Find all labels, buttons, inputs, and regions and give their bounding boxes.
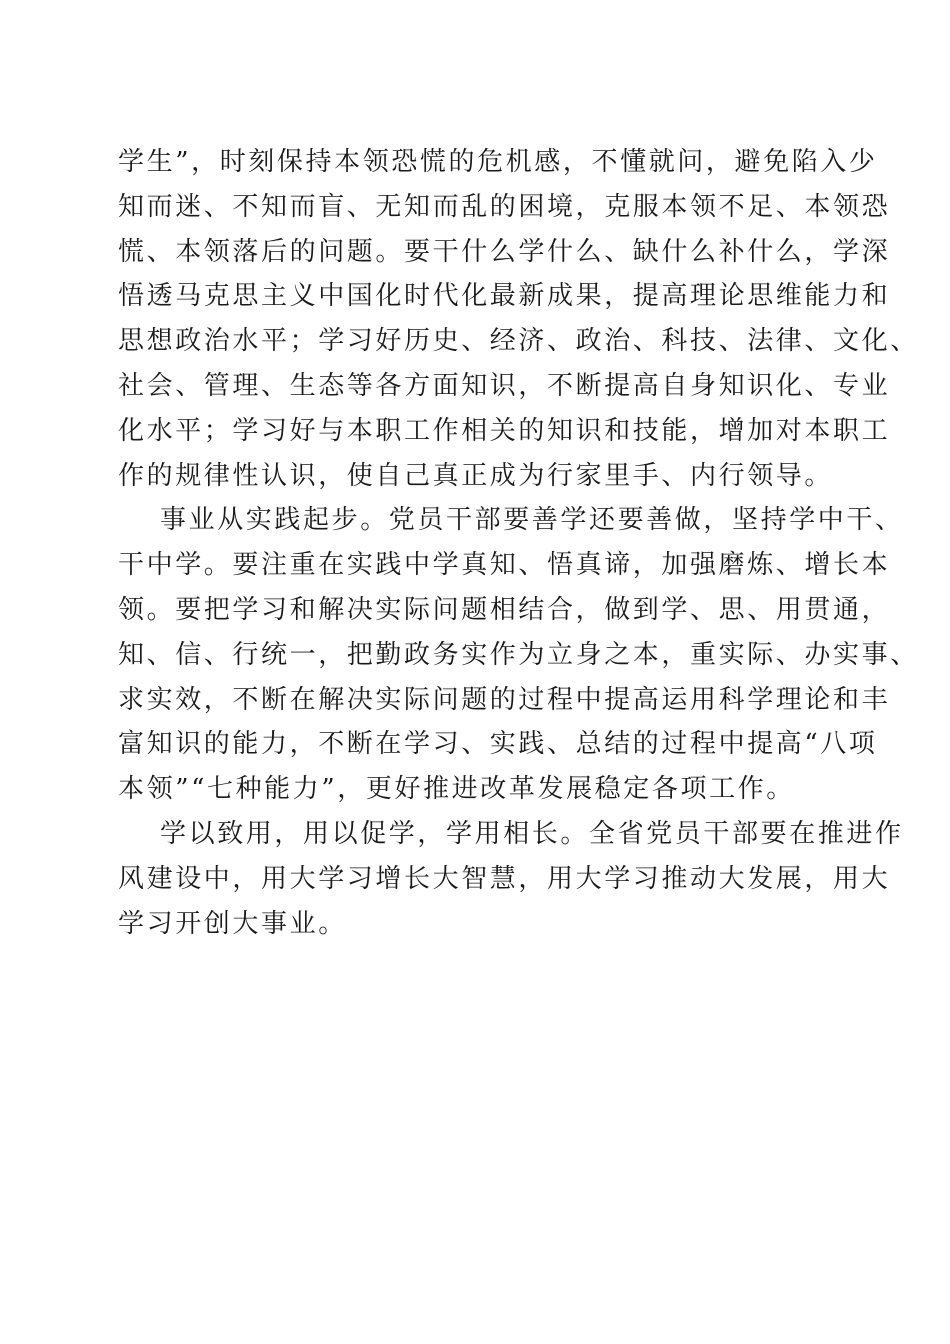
paragraph-1 bbox=[118, 140, 919, 498]
text-line: 学习开创大事业。 bbox=[118, 908, 347, 939]
text-line: 社会、管理、生态等各方面知识，不断提高自身知识化、专业 bbox=[118, 370, 891, 401]
text-line: 知而迷、不知而盲、无知而乱的困境，克服本领不足、本领恐 bbox=[118, 191, 891, 222]
text-line: 慌、本领落后的问题。要干什么学什么、缺什么补什么，学深 bbox=[118, 236, 891, 267]
text-line: 求实效，不断在解决实际问题的过程中提高运用科学理论和丰 bbox=[118, 684, 891, 715]
text-line: 作的规律性认识，使自己真正成为行家里手、内行领导。 bbox=[118, 460, 834, 491]
text-line: 知、信、行统一，把勤政务实作为立身之本，重实际、办实事、 bbox=[118, 639, 919, 670]
text-line: 领。要把学习和解决实际问题相结合，做到学、思、用贯通， bbox=[118, 594, 891, 625]
text-line: 本领”“七种能力”，更好推进改革发展稳定各项工作。 bbox=[118, 774, 795, 805]
text-line: 学以致用，用以促学，学用相长。全省党员干部要在推进作 bbox=[160, 818, 904, 849]
text-line: 化水平；学习好与本职工作相关的知识和技能，增加对本职工 bbox=[118, 415, 891, 446]
text-line: 干中学。要注重在实践中学真知、悟真谛，加强磨炼、增长本 bbox=[118, 550, 891, 581]
text-line: 风建设中，用大学习增长大智慧，用大学习推动大发展，用大 bbox=[118, 863, 891, 894]
paragraph-3 bbox=[118, 812, 904, 946]
text-line: 思想政治水平；学习好历史、经济、政治、科技、法律、文化、 bbox=[118, 326, 919, 357]
document-body bbox=[118, 140, 919, 946]
text-line: 富知识的能力，不断在学习、实践、总结的过程中提高“八项 bbox=[118, 729, 878, 760]
text-line: 悟透马克思主义中国化时代化最新成果，提高理论思维能力和 bbox=[118, 281, 891, 312]
paragraph-2 bbox=[118, 498, 919, 812]
text-line: 事业从实践起步。党员干部要善学还要善做，坚持学中干、 bbox=[160, 505, 904, 536]
text-line: 学生”，时刻保持本领恐慌的危机感，不懂就问，避免陷入少 bbox=[118, 147, 878, 177]
